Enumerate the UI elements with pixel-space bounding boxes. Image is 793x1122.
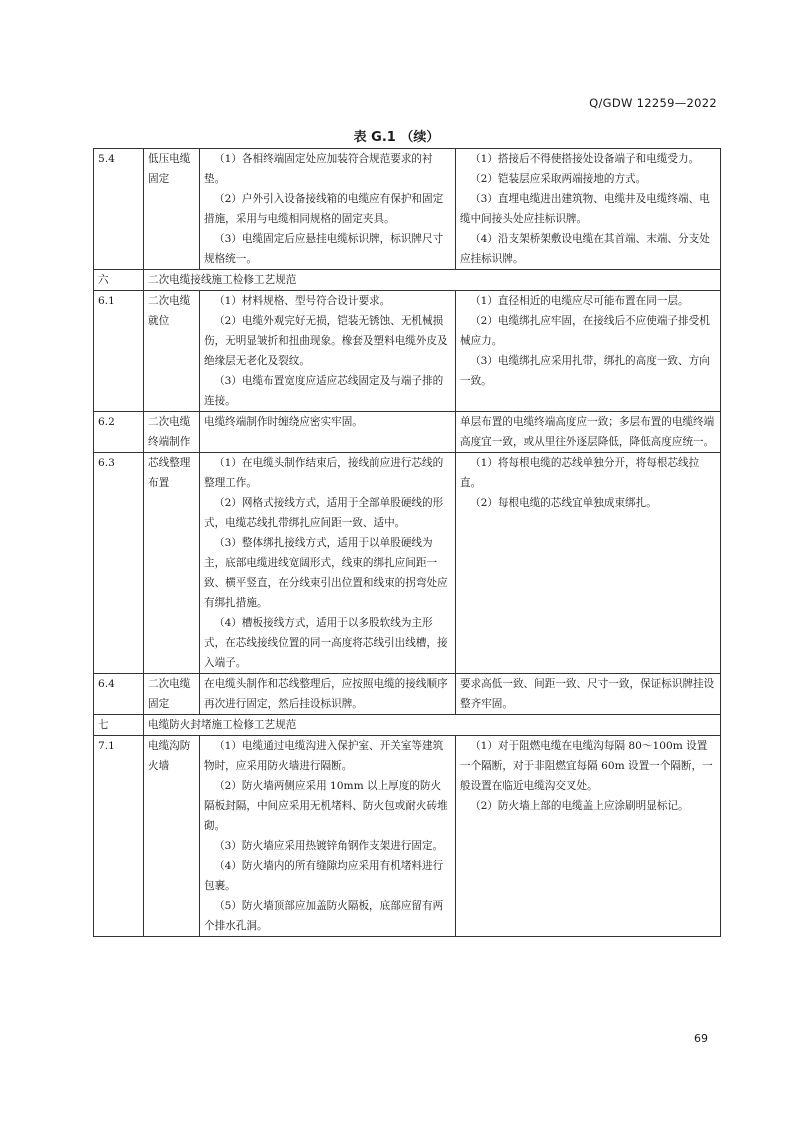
quality-notes bbox=[456, 149, 721, 270]
table-row bbox=[94, 453, 721, 674]
quality-notes bbox=[456, 291, 721, 412]
table-title: 表 G.1 （续） bbox=[353, 130, 440, 145]
paragraph: （1）直径相近的电缆应尽可能布置在同一层。 bbox=[470, 295, 689, 307]
paragraph: （1）对于阻燃电缆在电缆沟每隔 80～100m 设置一个隔断，对于非阻燃宜每隔 60m 设置一个隔断，一般设置在临近电缆沟交叉处。 bbox=[460, 740, 713, 792]
quality-notes bbox=[456, 453, 721, 674]
paragraph: （4）防火墙内的所有缝隙均应采用有机堵料进行包裹。 bbox=[204, 860, 444, 892]
item-number: 6.4 bbox=[94, 674, 144, 715]
item-name: 二次电缆固定 bbox=[144, 674, 200, 715]
item-name: 二次电缆就位 bbox=[144, 291, 200, 412]
spec-table bbox=[93, 148, 721, 937]
table-row bbox=[94, 149, 721, 270]
section-number: 七 bbox=[94, 715, 144, 736]
table-row bbox=[94, 674, 721, 715]
section-row bbox=[94, 715, 721, 736]
paragraph: （2）网格式接线方式，适用于全部单股硬线的形式，电缆芯线扎带绑扎应间距一致、适中。 bbox=[204, 497, 444, 529]
paragraph: （2）电缆外观完好无损，铠装无锈蚀、无机械损伤，无明显皱折和扭曲现象。橡套及塑料电缆外皮及绝缘层无老化及裂纹。 bbox=[204, 315, 448, 367]
process-requirements bbox=[200, 736, 456, 937]
item-name: 芯线整理布置 bbox=[144, 453, 200, 674]
page-number: 69 bbox=[694, 1032, 708, 1045]
item-number: 5.4 bbox=[94, 149, 144, 270]
process-requirements bbox=[200, 291, 456, 412]
item-name: 电缆沟防火墙 bbox=[144, 736, 200, 937]
paragraph: （2）防火墙上部的电缆盖上应涂刷明显标记。 bbox=[470, 800, 689, 812]
paragraph: （3）整体绑扎接线方式，适用于以单股硬线为主，底部电缆进线宽阔形式，线束的绑扎应间距一致、横平竖直，在分线束引出位置和线束的拐弯处应有绑扎措施。 bbox=[204, 537, 448, 609]
section-number: 六 bbox=[94, 270, 144, 291]
paragraph: 单层布置的电缆终端高度应一致；多层布置的电缆终端高度宜一致，或从里往外逐层降低，降低高度应统一。 bbox=[460, 416, 715, 448]
paragraph: （1）将每根电缆的芯线单独分开，将每根芯线拉直。 bbox=[460, 457, 700, 489]
quality-notes bbox=[456, 412, 721, 453]
paragraph: （1）在电缆头制作结束后，接线前应进行芯线的整理工作。 bbox=[204, 457, 444, 489]
paragraph: （1）材料规格、型号符合设计要求。 bbox=[214, 295, 391, 307]
item-number: 6.2 bbox=[94, 412, 144, 453]
paragraph: （1）搭接后不得使搭接处设备端子和电缆受力。 bbox=[470, 153, 700, 165]
item-number: 6.3 bbox=[94, 453, 144, 674]
paragraph: （2）铠装层应采取两端接地的方式。 bbox=[470, 173, 647, 185]
paragraph: （3）防火墙应采用热镀锌角钢作支架进行固定。 bbox=[214, 840, 444, 852]
paragraph: （2）防火墙两侧应采用 10mm 以上厚度的防火隔板封隔，中间应采用无机堵料、防火包或耐火砖堆砌。 bbox=[204, 780, 448, 832]
paragraph: （2）每根电缆的芯线宜单独成束绑扎。 bbox=[470, 497, 657, 509]
process-requirements bbox=[200, 412, 456, 453]
process-requirements bbox=[200, 149, 456, 270]
table-row bbox=[94, 736, 721, 937]
quality-notes bbox=[456, 736, 721, 937]
paragraph: （3）电缆绑扎应采用扎带，绑扎的高度一致、方向一致。 bbox=[460, 355, 710, 387]
section-row bbox=[94, 270, 721, 291]
item-number: 7.1 bbox=[94, 736, 144, 937]
paragraph: （1）各相终端固定处应加装符合规范要求的衬垫。 bbox=[204, 153, 433, 185]
item-name: 低压电缆固定 bbox=[144, 149, 200, 270]
process-requirements bbox=[200, 674, 456, 715]
paragraph: （4）沿支架桥架敷设电缆在其首端、末端、分支处应挂标识牌。 bbox=[460, 233, 710, 265]
quality-notes bbox=[456, 674, 721, 715]
paragraph: （2）户外引入设备接线箱的电缆应有保护和固定措施，采用与电缆相同规格的固定夹具。 bbox=[204, 193, 444, 225]
paragraph: （1）电缆通过电缆沟进入保护室、开关室等建筑物时，应采用防火墙进行隔断。 bbox=[204, 740, 444, 772]
paragraph: （2）电缆绑扎应牢固，在接线后不应使端子排受机械应力。 bbox=[460, 315, 710, 347]
paragraph: （5）防火墙顶部应加盖防火隔板，底部应留有两个排水孔洞。 bbox=[204, 900, 444, 932]
item-name: 二次电缆终端制作 bbox=[144, 412, 200, 453]
paragraph: （3）电缆布置宽度应适应芯线固定及与端子排的连接。 bbox=[204, 375, 444, 407]
table-row bbox=[94, 291, 721, 412]
paragraph: （3）直埋电缆进出建筑物、电缆井及电缆终端、电缆中间接头处应挂标识牌。 bbox=[460, 193, 710, 225]
paragraph: 在电缆头制作和芯线整理后，应按照电缆的接线顺序再次进行固定，然后挂设标识牌。 bbox=[204, 678, 448, 710]
paragraph: 电缆终端制作时缠绕应密实牢固。 bbox=[204, 416, 363, 428]
table-row bbox=[94, 412, 721, 453]
section-title: 二次电缆接线施工检修工艺规范 bbox=[144, 270, 721, 291]
paragraph: （3）电缆固定后应悬挂电缆标识牌，标识牌尺寸规格统一。 bbox=[204, 233, 444, 265]
paragraph: 要求高低一致、间距一致、尺寸一致，保证标识牌挂设整齐牢固。 bbox=[460, 678, 715, 710]
section-title: 电缆防火封堵施工检修工艺规范 bbox=[144, 715, 721, 736]
process-requirements bbox=[200, 453, 456, 674]
document-code: Q/GDW 12259—2022 bbox=[589, 96, 717, 110]
paragraph: （4）槽板接线方式，适用于以多股软线为主形式，在芯线接线位置的同一高度将芯线引出线槽，接入端子。 bbox=[204, 617, 448, 669]
item-number: 6.1 bbox=[94, 291, 144, 412]
